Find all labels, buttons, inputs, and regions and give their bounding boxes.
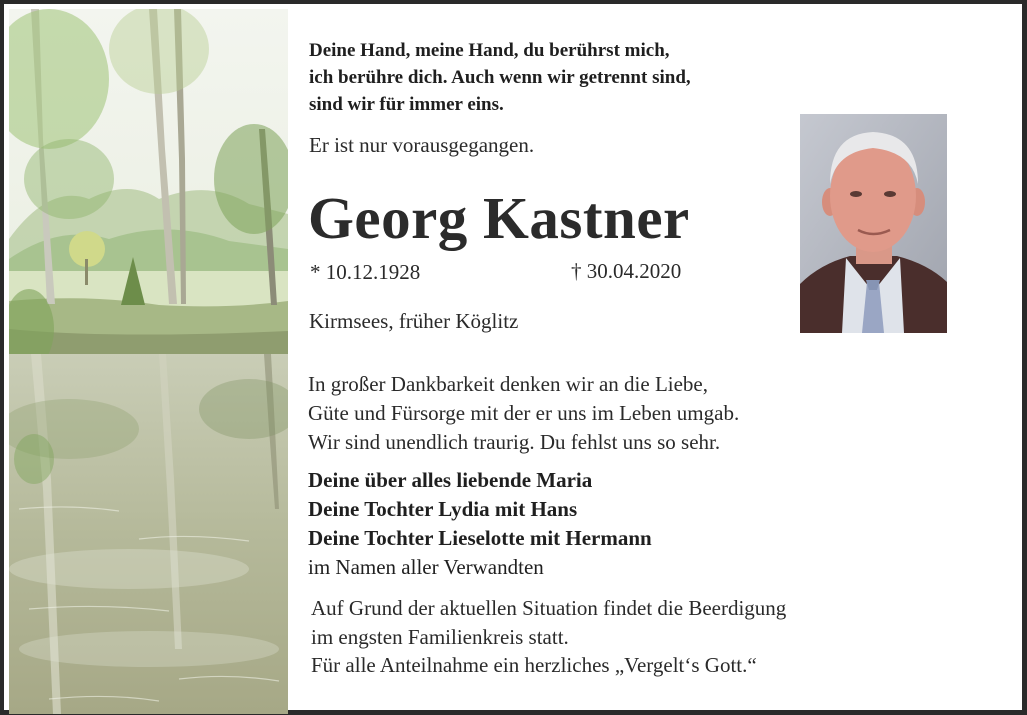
hometown: Kirmsees, früher Köglitz bbox=[309, 309, 519, 333]
poem bbox=[309, 37, 691, 118]
mourners-list bbox=[308, 466, 652, 582]
pond-landscape-illustration bbox=[9, 9, 288, 714]
landscape-photo bbox=[9, 9, 288, 714]
poem-line: sind wir für immer eins. bbox=[309, 94, 504, 115]
birth-date: * 10.12.1928 bbox=[310, 260, 421, 284]
funeral-notice bbox=[311, 594, 786, 680]
relatives-note: im Namen aller Verwandten bbox=[308, 555, 544, 579]
portrait-photo bbox=[800, 114, 947, 333]
gratitude-text bbox=[308, 370, 739, 457]
gratitude-line: In großer Dankbarkeit denken wir an die Liebe, bbox=[308, 372, 709, 396]
notice-line: Auf Grund der aktuellen Situation findet die Beerdigung bbox=[311, 596, 787, 620]
mourner: Deine Tochter Lydia mit Hans bbox=[308, 497, 578, 521]
portrait-illustration bbox=[800, 114, 947, 333]
notice-line: im engsten Familienkreis statt. bbox=[311, 624, 569, 649]
mourner: Deine über alles liebende Maria bbox=[308, 468, 593, 492]
notice-line: Für alle Anteilnahme ein herzliches „Vergelt‘s Gott.“ bbox=[311, 653, 757, 677]
poem-line: ich berühre dich. Auch wenn wir getrennt sind, bbox=[309, 67, 691, 88]
death-date: † 30.04.2020 bbox=[571, 259, 682, 283]
deceased-name: Georg Kastner bbox=[308, 185, 690, 251]
intro-text: Er ist nur vorausgegangen. bbox=[309, 133, 535, 157]
gratitude-line: Wir sind unendlich traurig. Du fehlst uns so sehr. bbox=[308, 430, 721, 454]
poem-line: Deine Hand, meine Hand, du berührst mich, bbox=[309, 40, 670, 61]
gratitude-line: Güte und Fürsorge mit der er uns im Leben umgab. bbox=[308, 401, 740, 425]
mourner: Deine Tochter Lieselotte mit Hermann bbox=[308, 526, 652, 550]
